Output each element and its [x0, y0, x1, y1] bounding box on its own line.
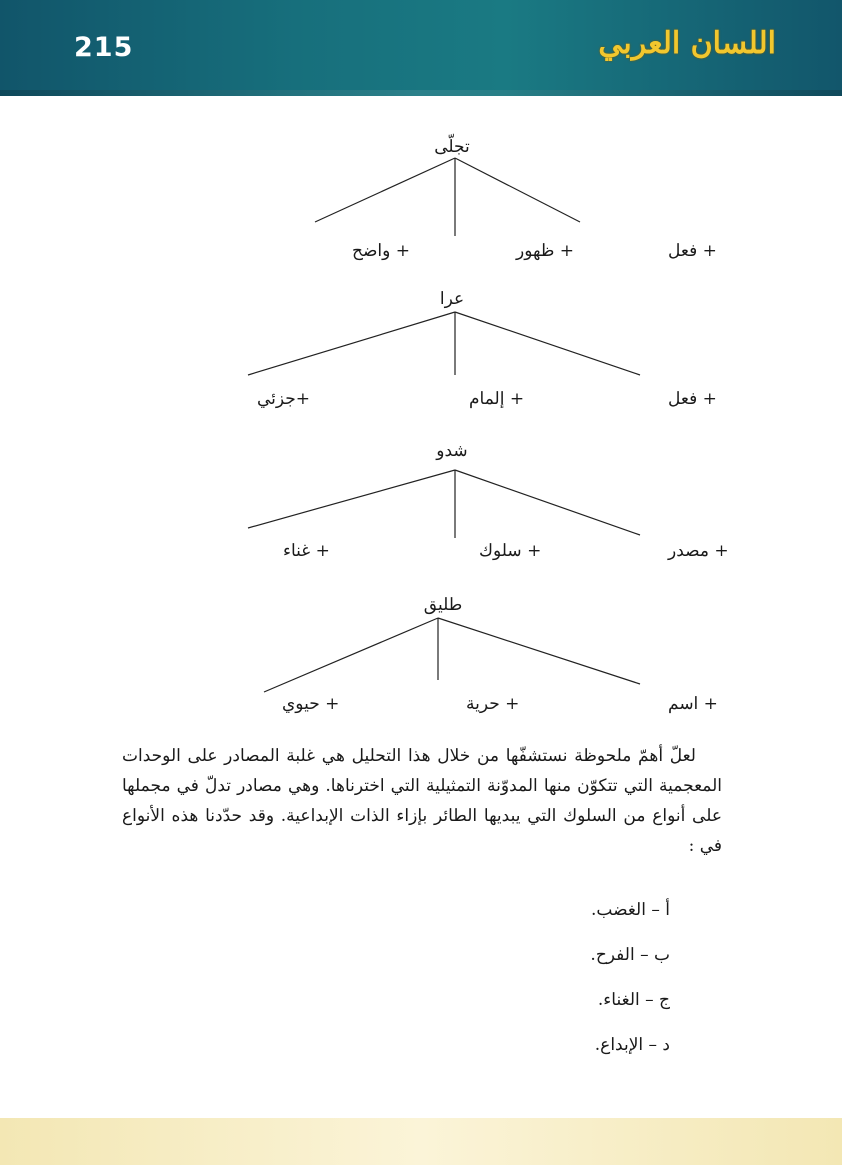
types-list-item: ج – الغناء. — [597, 990, 670, 1010]
types-list-item: أ – الغضب. — [591, 900, 670, 920]
page-footer-band — [0, 1118, 842, 1165]
tree-1 — [315, 133, 717, 261]
tree-2-feature-2: + إلمام — [469, 389, 525, 409]
tree-3-feature-2: + سلوك — [479, 541, 542, 561]
tree-4-branch-left — [264, 618, 438, 692]
tree-2-branch-left — [248, 312, 455, 375]
tree-1-feature-3: + واضح — [352, 241, 410, 261]
tree-3-feature-3: + غناء — [283, 541, 330, 561]
tree-4-feature-2: + حرية — [466, 694, 520, 714]
tree-2-feature-3: +جزئي — [257, 389, 311, 409]
tree-1-branch-right — [455, 158, 580, 222]
tree-3-branch-right — [455, 470, 640, 535]
tree-2-branch-right — [455, 312, 640, 375]
tree-3-root: شدو — [436, 441, 468, 461]
tree-2-root: عرا — [439, 289, 465, 309]
body-paragraph — [122, 741, 722, 861]
tree-2-feature-1: + فعل — [668, 389, 717, 409]
tree-3-feature-1: + مصدر — [668, 541, 729, 561]
tree-3 — [248, 441, 729, 561]
tree-4-feature-3: + حيوي — [282, 694, 340, 714]
tree-1-branch-left — [315, 158, 455, 222]
page-number: 215 — [74, 32, 134, 63]
tree-4 — [264, 595, 718, 714]
tree-4-root: طليق — [423, 595, 463, 615]
types-list-item: د – الإبداع. — [594, 1035, 670, 1055]
journal-title-logo: اللسان العربي — [598, 26, 776, 61]
tree-1-root: تجلّى — [434, 137, 470, 157]
tree-4-branch-right — [438, 618, 640, 684]
tree-1-feature-2: + ظهور — [516, 241, 575, 261]
tree-1-feature-1: + فعل — [668, 241, 717, 261]
types-list — [470, 895, 670, 1075]
page-header — [0, 0, 842, 96]
tree-4-feature-1: + اسم — [668, 694, 718, 714]
types-list-item: ب – الفرح. — [590, 945, 670, 965]
tree-2 — [248, 289, 717, 409]
paragraph-text: لعلّ أهمّ ملحوظة نستشفّها من خلال هذا التحليل هي غلبة المصادر على الوحدات المعجمية التي تتكوّن منها المدوّنة التمثيلية التي اخترناها. وهي مصادر تدلّ في مجملها على أنواع من السلوك التي يبديها الطائر بإزاء الذات الإبداعية. وقد حدّدنا هذه الأنواع في : — [122, 746, 722, 856]
tree-3-branch-left — [248, 470, 455, 528]
